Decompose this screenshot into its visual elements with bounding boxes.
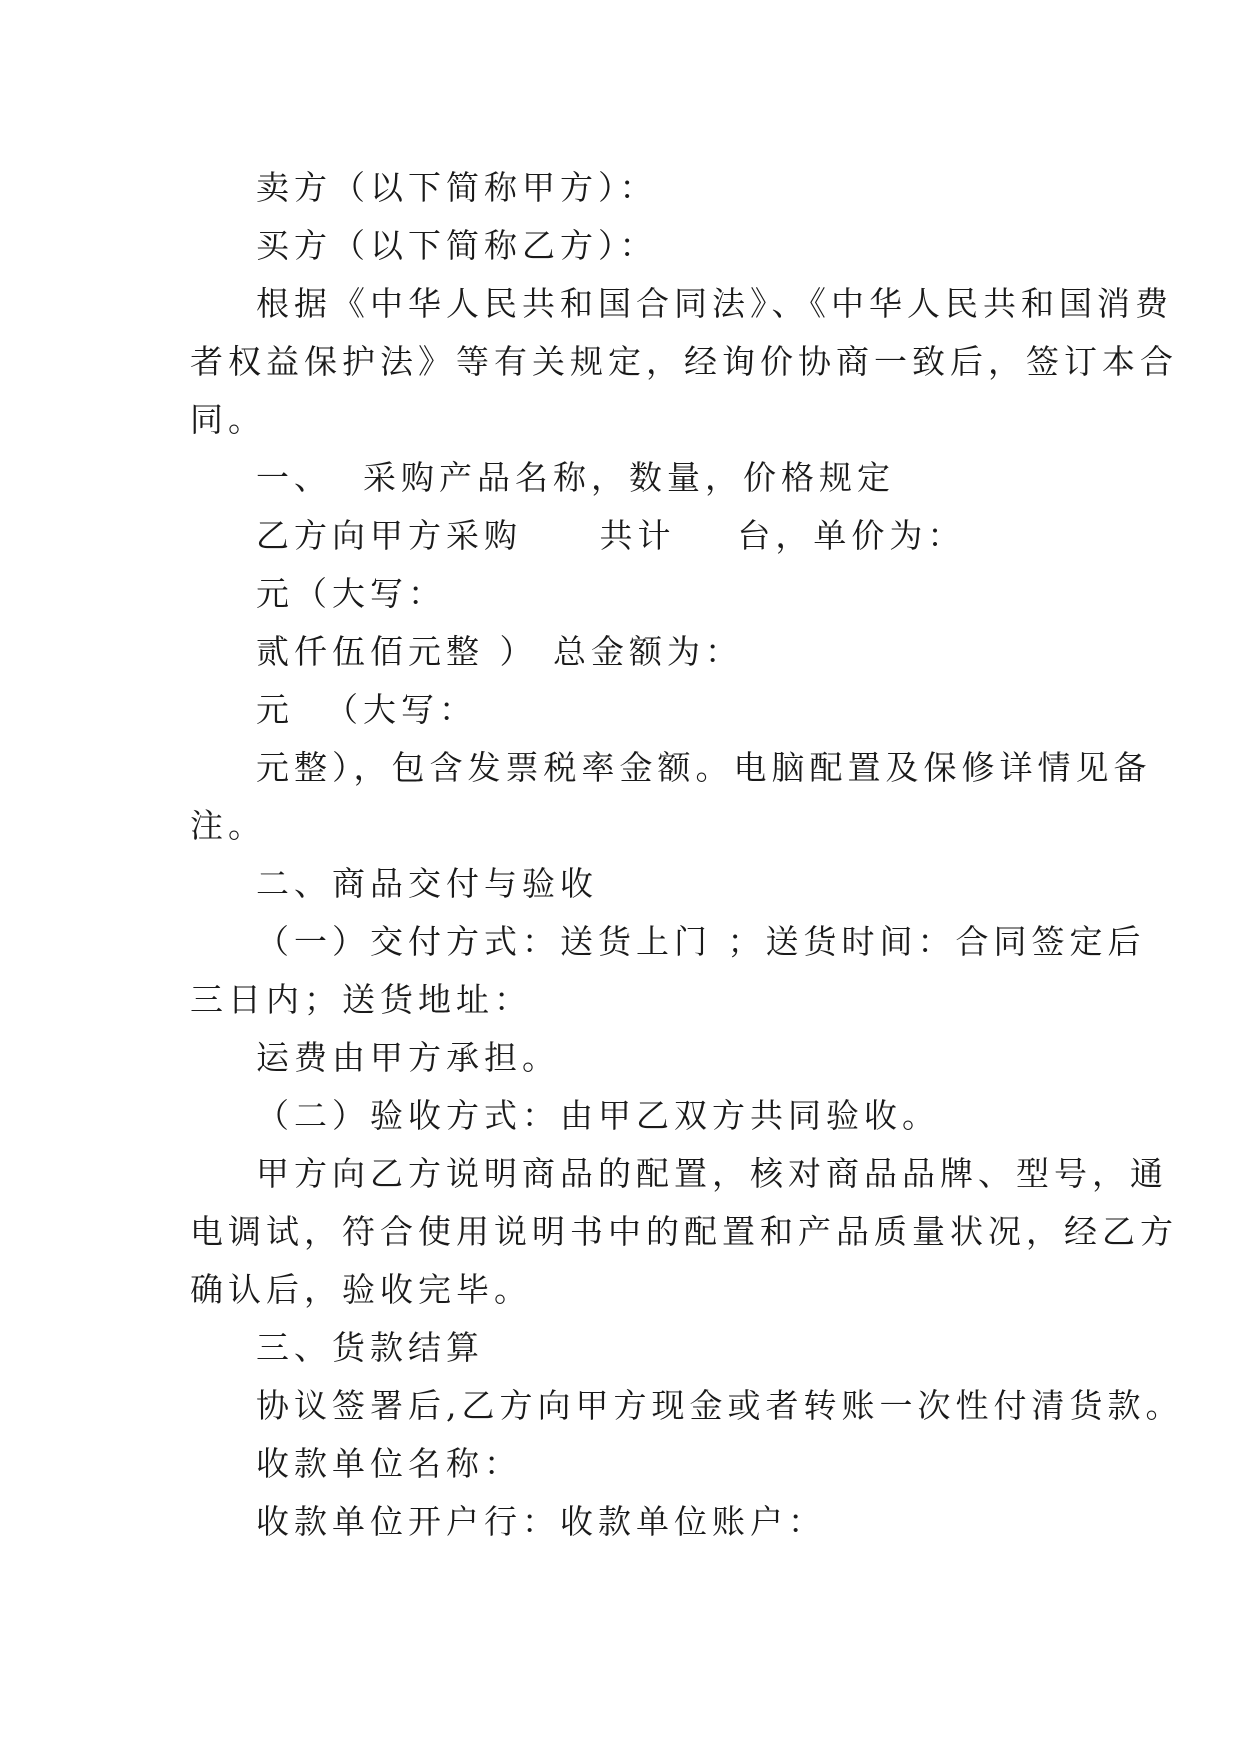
section-heading: 一、 采购产品名称，数量，价格规定 bbox=[256, 458, 895, 497]
paragraph-line: 甲方向乙方说明商品的配置，核对商品品牌、型号，通 bbox=[256, 1154, 1168, 1193]
paragraph-line: 贰仟伍佰元整 ） 总金额为： bbox=[256, 632, 743, 671]
paragraph-line: 元整），包含发票税率金额。电脑配置及保修详情见备 bbox=[256, 748, 1152, 787]
paragraph-line: 运费由甲方承担。 bbox=[256, 1038, 560, 1077]
paragraph-line: 注。 bbox=[190, 806, 266, 845]
paragraph-line: 元（大写： bbox=[256, 574, 446, 613]
paragraph-line: 协议签署后,乙方向甲方现金或者转账一次性付清货款。 bbox=[256, 1386, 1184, 1425]
paragraph-line: 收款单位名称： bbox=[256, 1444, 522, 1483]
paragraph-line: （二）验收方式：由甲乙双方共同验收。 bbox=[256, 1096, 940, 1135]
paragraph-line: 电调试，符合使用说明书中的配置和产品质量状况，经乙方 bbox=[190, 1212, 1178, 1251]
buyer-line: 买方（以下简称乙方）： bbox=[256, 226, 658, 265]
paragraph-line: 者权益保护法》等有关规定，经询价协商一致后，签订本合 bbox=[190, 342, 1178, 381]
paragraph-line: 收款单位开户行：收款单位账户： bbox=[256, 1502, 826, 1541]
section-heading: 三、货款结算 bbox=[256, 1328, 484, 1367]
paragraph-line: 同。 bbox=[190, 400, 266, 439]
paragraph-line: 乙方向甲方采购 共计 台，单价为： bbox=[256, 516, 966, 555]
paragraph-line: （一）交付方式：送货上门 ；送货时间：合同签定后 bbox=[256, 922, 1146, 961]
section-heading: 二、商品交付与验收 bbox=[256, 864, 598, 903]
paragraph-line: 根据《中华人民共和国合同法》、《中华人民共和国消费 bbox=[256, 284, 1173, 323]
seller-line: 卖方（以下简称甲方）： bbox=[256, 168, 658, 207]
paragraph-line: 确认后，验收完毕。 bbox=[190, 1270, 532, 1309]
paragraph-line: 元 （大写： bbox=[256, 690, 477, 729]
paragraph-line: 三日内；送货地址： bbox=[190, 980, 532, 1019]
